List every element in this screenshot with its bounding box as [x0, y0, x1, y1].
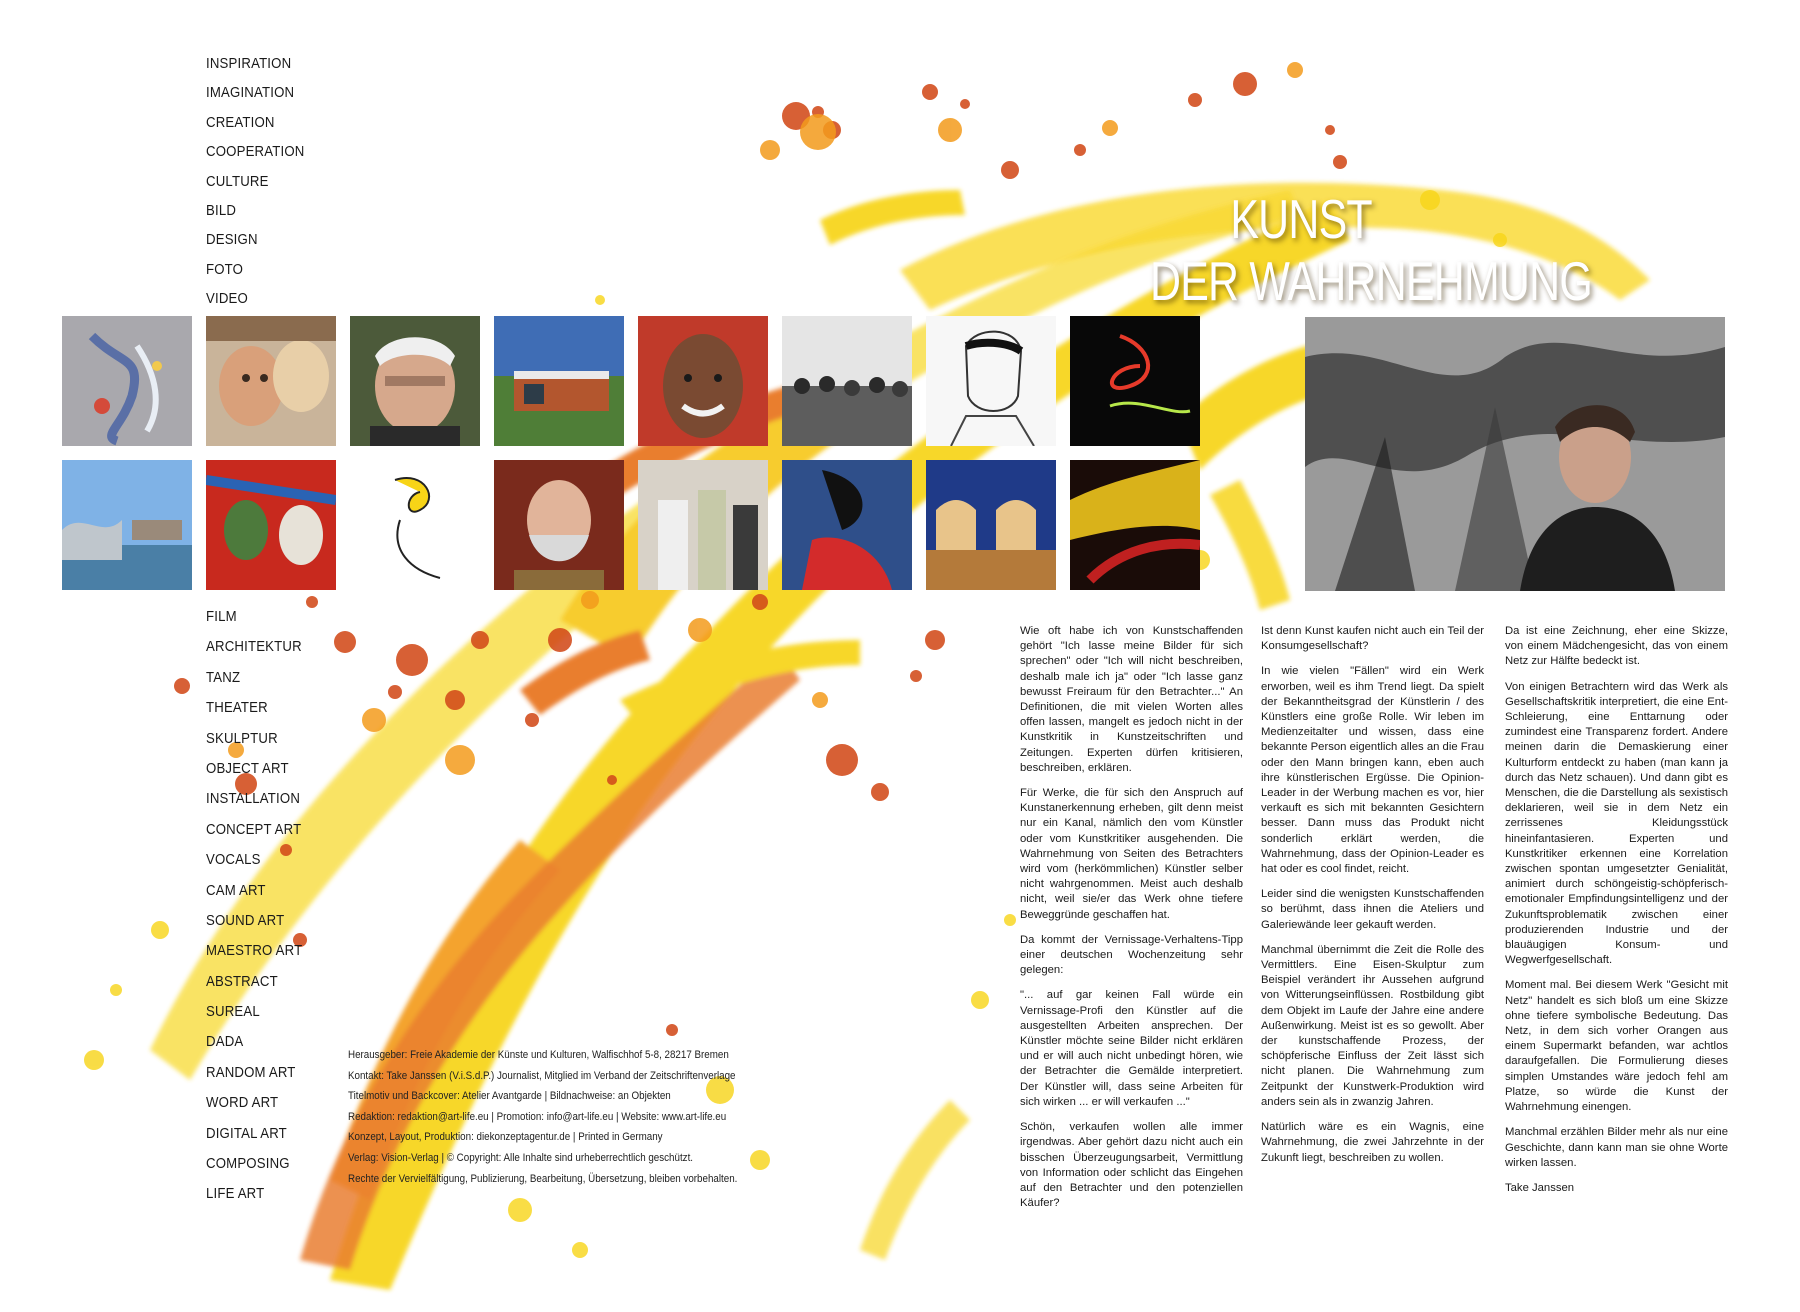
- thumbnail-gallery-crowd[interactable]: [782, 316, 912, 446]
- category-nav-top: [206, 49, 318, 314]
- thumbnail-painted-faces[interactable]: [206, 316, 336, 446]
- article-author: Take Janssen: [1505, 1181, 1575, 1194]
- article-paragraph: Leider sind die wenigsten Kunstschaffenden so berühmt, dass ihnen die Ateliers und Galeriewände leer gekauft werden.: [1261, 888, 1484, 931]
- nav-item-digital-art[interactable]: DIGITAL ART: [206, 1124, 287, 1142]
- thumbnail-woman-red-dress[interactable]: [782, 460, 912, 590]
- imprint-editorial: Redaktion: redaktion@art-life.eu | Promotion: info@art-life.eu | Website: www.art-life.eu: [348, 1110, 727, 1123]
- nav-item-architektur[interactable]: ARCHITEKTUR: [206, 638, 302, 656]
- nav-item-word-art[interactable]: WORD ART: [206, 1094, 279, 1112]
- nav-item-creation[interactable]: CREATION: [206, 113, 275, 131]
- hero-artist-photo: [1305, 317, 1725, 591]
- nav-item-sureal[interactable]: SUREAL: [206, 1003, 260, 1021]
- thumbnail-yellow-red-abstract[interactable]: [1070, 460, 1200, 590]
- nav-item-video[interactable]: VIDEO: [206, 290, 248, 308]
- imprint-block: [348, 1045, 737, 1189]
- article-paragraph: Moment mal. Bei diesem Werk "Gesicht mit Netz" handelt es sich bloß um eine Skizze ohne tiefere symbolische Bedeutung. Das Netz, in dem sich vorher Orangen aus einem Supermarkt befanden, war achtlos daraufgefallen. Die Formulierung dieses simplen Umstandes wäre jedoch fehl am Platze, so würde die Kunst der Wahrnehmung einengen.: [1505, 979, 1728, 1114]
- thumbnail-woman-portrait[interactable]: [638, 316, 768, 446]
- article-column-3: [1505, 624, 1728, 1206]
- thumbnail-guggenheim-bilbao[interactable]: [62, 460, 192, 590]
- nav-item-cam-art[interactable]: CAM ART: [206, 881, 266, 899]
- thumbnail-modern-building[interactable]: [494, 316, 624, 446]
- article-paragraph: Schön, verkaufen wollen alle immer irgendwas. Aber gehört dazu nicht auch ein bisschen Überzeugungsarbeit, Vermittlung von Information oder schlicht das Eingehen auf den Betrachter und den potenziellen Käufer?: [1020, 1121, 1243, 1210]
- imprint-image-credits: Titelmotiv und Backcover: Atelier Avantgarde | Bildnachweise: an Objekten: [348, 1090, 671, 1103]
- nav-item-installation[interactable]: INSTALLATION: [206, 790, 301, 808]
- nav-item-culture[interactable]: CULTURE: [206, 172, 269, 190]
- thumbnail-elderly-man-portrait[interactable]: [350, 316, 480, 446]
- thumbnail-man-sketch[interactable]: [926, 316, 1056, 446]
- imprint-rights: Rechte der Vervielfältigung, Publizierung, Bearbeitung, Übersetzung, bleiben vorbehalten.: [348, 1172, 738, 1185]
- article-paragraph: Natürlich wäre es ein Wagnis, eine Wahrnehmung, die zwei Jahrzehnte in der Zukunft liegt, beschreiben zu wollen.: [1261, 1121, 1484, 1164]
- article-column-1: [1020, 624, 1243, 1221]
- imprint-copyright: Verlag: Vision-Verlag | © Copyright: Alle Inhalte sind urheberrechtlich geschützt.: [348, 1151, 694, 1164]
- nav-item-design[interactable]: DESIGN: [206, 231, 258, 249]
- nav-item-object-art[interactable]: OBJECT ART: [206, 759, 289, 777]
- title-line-1: KUNST: [1230, 188, 1372, 250]
- page-title: [1150, 188, 1592, 312]
- thumbnail-neon-light-art[interactable]: [1070, 316, 1200, 446]
- nav-item-composing[interactable]: COMPOSING: [206, 1155, 290, 1173]
- article-paragraph: Ist denn Kunst kaufen nicht auch ein Teil der Konsumgesellschaft?: [1261, 625, 1484, 653]
- article-paragraph: In wie vielen "Fällen" wird ein Werk erworben, weil es ihm Trend liegt. Da spielt der Bekanntheitsgrad der Künstlerin / des Künstlers eine große Rolle. Wir leben im Medienzeitalter und wissen, dass eine bekannte Person eigentlich alles an die Frau oder den Mann bringen kann, eben auch ihre künstlerischen Ergüsse. Die Opinion- Leader in der Werbung machen es vor, hier verkauft es sich mit bekannten Gesichtern besser. Dann muss das Produkt nicht sonderlich erklärt werden, die Wahrnehmung, dass der Opinion-Leader es hat oder es cool findet, reicht.: [1261, 665, 1484, 876]
- article-paragraph: Da kommt der Vernissage-Verhaltens-Tipp einer deutschen Wochenzeitung sehr gelegen:: [1020, 933, 1243, 977]
- nav-item-life-art[interactable]: LIFE ART: [206, 1185, 265, 1203]
- article-paragraph: "... auf gar keinen Fall würde ein Vernissage-Profi den Künstler auf die ausgestellten Arbeiten ansprechen. Der Künstler möchte seine Bilder nicht erklären und er will auch nicht unbedingt hören, wie der Betrachter die Gemälde interpretiert. Der Künstler will, dass seine Arbeiten für sich wirken ... er will verkaufen ...": [1020, 989, 1243, 1108]
- nav-item-cooperation[interactable]: COOPERATION: [206, 143, 305, 161]
- thumbnail-line-drawing[interactable]: [350, 460, 480, 590]
- nav-item-tanz[interactable]: TANZ: [206, 668, 241, 686]
- article-paragraph: Manchmal erzählen Bilder mehr als nur eine Geschichte, dann kann man sie ohne Worte wirken lassen.: [1505, 1126, 1728, 1169]
- nav-item-concept-art[interactable]: CONCEPT ART: [206, 820, 302, 838]
- thumbnail-gallery-visitors[interactable]: [638, 460, 768, 590]
- nav-item-skulptur[interactable]: SKULPTUR: [206, 729, 278, 747]
- imprint-contact: Kontakt: Take Janssen (V.i.S.d.P.) Journalist, Mitglied im Verband der Zeitschriftenverlage: [348, 1069, 736, 1082]
- nav-item-random-art[interactable]: RANDOM ART: [206, 1063, 296, 1081]
- article-paragraph: Für Werke, die für sich den Anspruch auf Kunstanerkennung erheben, gilt denn meist nur ein Kanal, nämlich den vom Künstler oder vom Kunstkritiker ausgehenden. Die Wahrnehmung von Seiten des Betrachters wird vom (herkömmlichen) Künstler selber nicht wahrgenommen. Meist auch deshalb nicht, weil sie/er das Werk ohne tiefere Beweggründe geschaffen hat.: [1020, 787, 1243, 921]
- nav-item-dada[interactable]: DADA: [206, 1033, 244, 1051]
- title-line-2: DER WAHRNEHMUNG: [1150, 250, 1592, 312]
- article-paragraph: Wie oft habe ich von Kunstschaffenden gehört "Ich lasse meine Bilder für sich sprechen" oder "Ich will nicht beschreiben, deshalb male ich ja" oder "Ich lasse ganz bewusst Freiraum für den Betrachter..." An Definitionen, die mit vielen Worten alles offen lassen, mangelt es jedoch nicht in der Kunstkritik in Kunstzeitschriften und Zeitungen. Experten dürfen kritisieren, beschreiben, erklären.: [1020, 625, 1243, 774]
- nav-item-foto[interactable]: FOTO: [206, 260, 244, 278]
- nav-item-theater[interactable]: THEATER: [206, 699, 268, 717]
- thumbnail-abstract-splash[interactable]: [62, 316, 192, 446]
- nav-item-sound-art[interactable]: SOUND ART: [206, 911, 285, 929]
- imprint-publisher: Herausgeber: Freie Akademie der Künste und Kulturen, Walfischhof 5-8, 28217 Bremen: [348, 1049, 729, 1061]
- article-paragraph: Von einigen Betrachtern wird das Werk als Gesellschaftskritik interpretiert, die eine Ent-Schleierung, eine Enttarnung oder zumindest eine Transparenz fordert. Andere meinen darin die Demaskierung einer Kulturform entdeckt zu haben (man kann ja durch das Netz schauen). Und dann gibt es Menschen, die die Darstellung als sexistisch deklarieren, weil sie in dem Netz ein zerrissenes Kleidungsstück hineinfantasieren. Experten und Kunstkritiker erkennen eine Korrelation zwischen spontan umgesetzter Genialität, animiert durch schöngeistig-schöpferisch-emotionaler Empfindungsintelligenz und der Zukunftsproblematik zwischen einer produzierenden Industrie und der blauäugigen Konsum- und Wegwerfgesellschaft.: [1505, 680, 1728, 967]
- thumbnail-arcade-night[interactable]: [926, 460, 1056, 590]
- thumbnail-red-expressionist[interactable]: [206, 460, 336, 590]
- article-column-2: [1261, 624, 1484, 1176]
- imprint-concept: Konzept, Layout, Produktion: diekonzeptagentur.de | Printed in Germany: [348, 1131, 663, 1144]
- article-paragraph: Da ist eine Zeichnung, eher eine Skizze, von einem Mädchengesicht, das von einem Netz zur Hälfte bedeckt ist.: [1505, 625, 1728, 668]
- nav-item-abstract[interactable]: ABSTRACT: [206, 972, 278, 990]
- article-paragraph: Manchmal übernimmt die Zeit die Rolle des Vermittlers. Eine Eisen-Skulptur zum Beispiel verändert ihr Aussehen aufgrund von Witterungseinflüssen. Rostbildung gibt dem Objekt im Laufe der Jahre eine andere Außenwirkung. Meist ist es so gewollt. Aber der kunstschaffende Prozess, der schöpferische Einfluss der Zeit lässt sich nicht planen. Die Wahrnehmung zum Zeitpunkt der Kunstwerk-Produktion wird anders sein als in zwanzig Jahren.: [1261, 943, 1484, 1108]
- nav-item-bild[interactable]: BILD: [206, 201, 237, 219]
- nav-item-imagination[interactable]: IMAGINATION: [206, 84, 295, 102]
- nav-item-maestro-art[interactable]: MAESTRO ART: [206, 942, 303, 960]
- nav-item-film[interactable]: FILM: [206, 608, 237, 625]
- thumbnail-bearded-man-portrait[interactable]: [494, 460, 624, 590]
- nav-item-inspiration[interactable]: INSPIRATION: [206, 55, 292, 72]
- nav-item-vocals[interactable]: VOCALS: [206, 851, 261, 869]
- category-nav-bottom: [206, 602, 315, 1222]
